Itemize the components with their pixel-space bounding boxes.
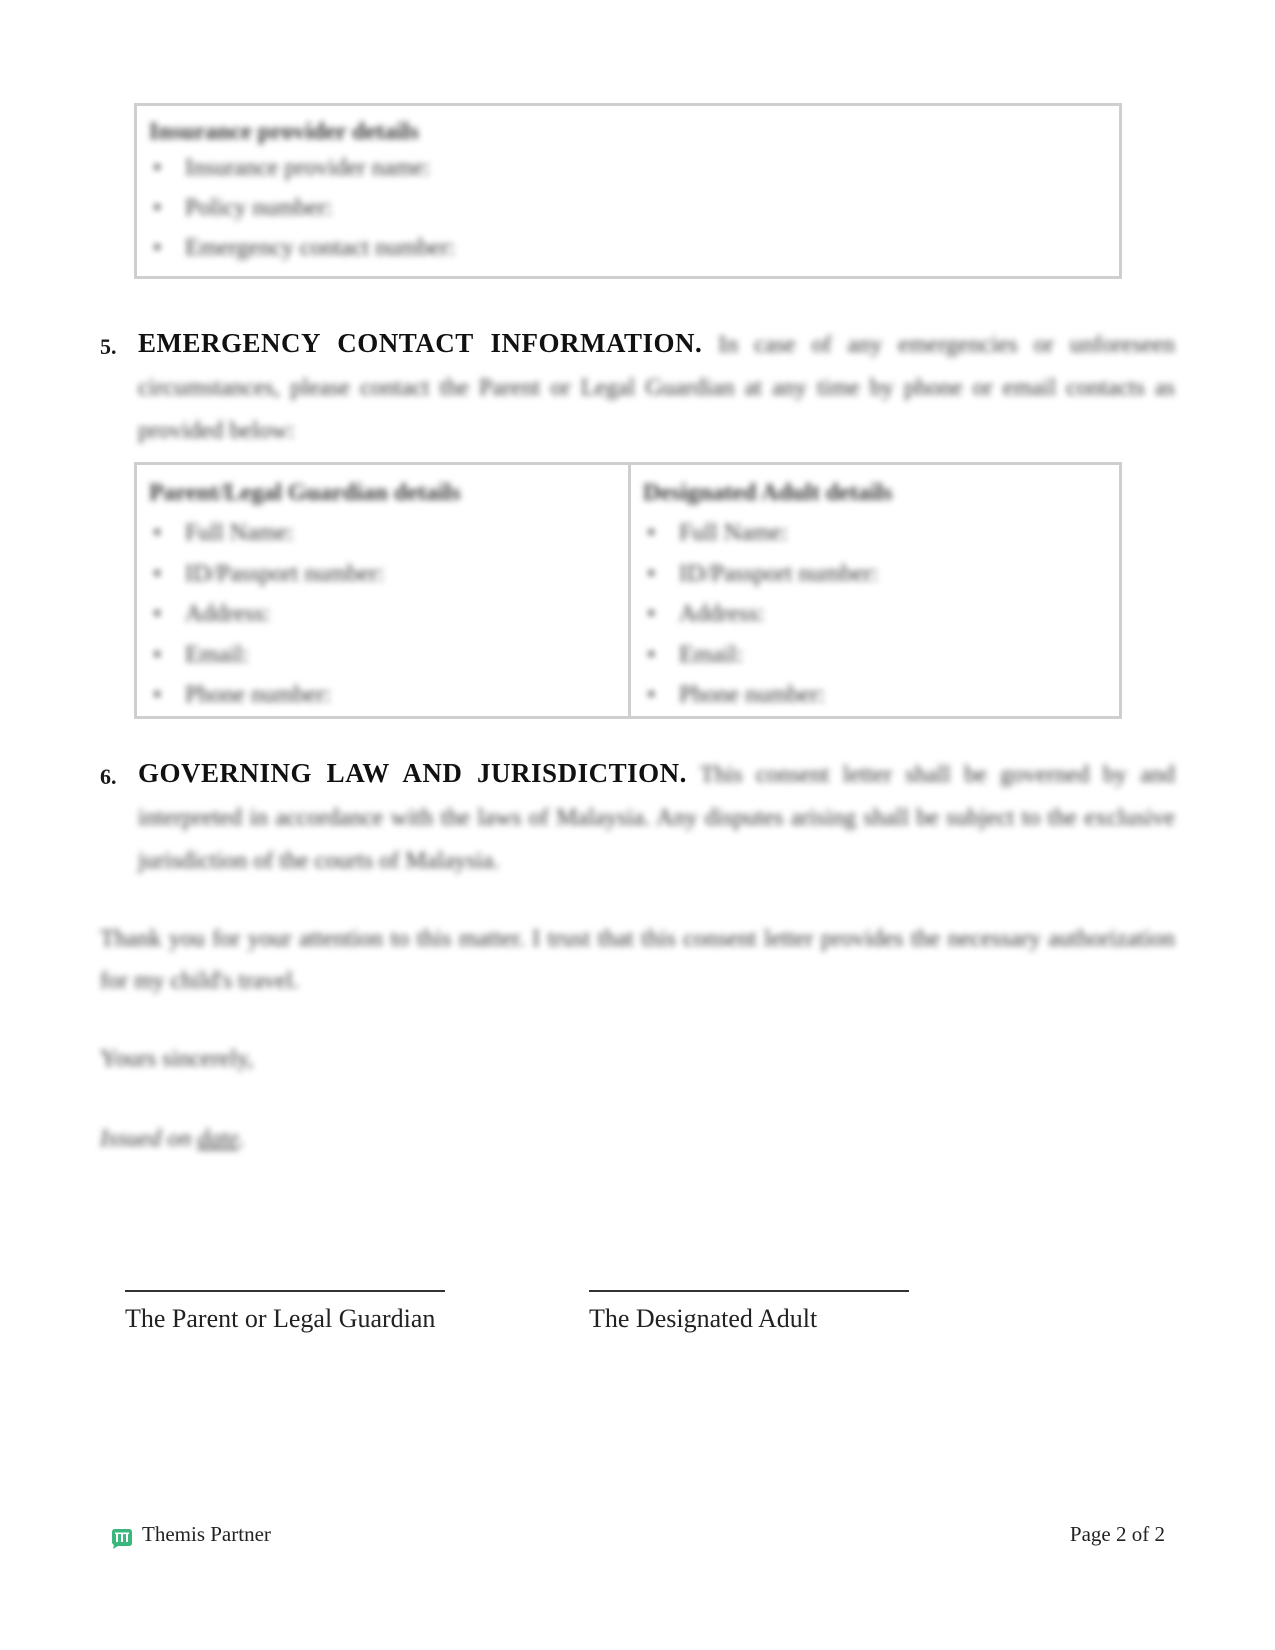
adult-signature-label: The Designated Adult	[589, 1304, 818, 1333]
designated-adult-items	[643, 513, 1107, 716]
designated-adult-title: Designated Adult details	[643, 480, 893, 506]
section-body: This consent letter shall be governed by and interpreted in accordance with the laws of Malaysia. Any disputes arising shall be subject to the exclusive jurisdiction of the courts of Malaysia.	[138, 762, 1176, 874]
issued-prefix: Issued on	[100, 1126, 198, 1152]
list-item: • Phone number:	[149, 675, 616, 716]
list-item: • Full Name:	[643, 513, 1107, 554]
list-item: • Address:	[643, 594, 1107, 635]
list-item: • Policy number:	[149, 188, 1107, 228]
list-item: • Emergency contact number:	[149, 228, 1107, 268]
section-heading: GOVERNING LAW AND JURISDICTION.	[138, 758, 687, 788]
list-item: • Address:	[149, 594, 616, 635]
yours-sincerely: Yours sincerely,	[100, 1046, 254, 1072]
section-governing-law	[100, 752, 1175, 883]
section-number: 5.	[100, 334, 117, 359]
list-item: • ID/Passport number:	[643, 554, 1107, 595]
issued-date: date	[197, 1126, 239, 1152]
adult-signature-line	[589, 1290, 909, 1292]
parent-guardian-title: Parent/Legal Guardian details	[149, 480, 461, 506]
section-heading: EMERGENCY CONTACT INFORMATION.	[138, 328, 703, 358]
parent-guardian-items	[149, 513, 616, 716]
issued-on-line	[100, 1118, 1175, 1160]
list-item: • Email:	[149, 635, 616, 676]
parent-guardian-column	[137, 465, 631, 716]
parent-signature-line	[125, 1290, 445, 1292]
list-item: • ID/Passport number:	[149, 554, 616, 595]
issued-suffix: .	[238, 1126, 245, 1152]
designated-adult-column	[631, 465, 1119, 716]
themis-logo-icon	[110, 1528, 134, 1550]
section-emergency-contact	[100, 322, 1175, 453]
list-item: • Phone number:	[643, 675, 1107, 716]
list-item: • Email:	[643, 635, 1107, 676]
page-number: Page 2 of 2	[1069, 1522, 1165, 1546]
insurance-provider-box	[134, 103, 1122, 279]
parent-signature-label: The Parent or Legal Guardian	[125, 1304, 436, 1333]
insurance-items-list	[149, 148, 1107, 268]
contacts-table	[134, 462, 1122, 719]
section-body: In case of any emergencies or unforeseen circumstances, please contact the Parent or Legal Guardian at any time by phone or email contacts as provided below:	[138, 332, 1176, 444]
section-number: 6.	[100, 764, 117, 789]
footer-brand: Themis Partner	[142, 1522, 271, 1546]
list-item: • Insurance provider name:	[149, 148, 1107, 188]
insurance-box-title: Insurance provider details	[149, 119, 419, 145]
thanks-paragraph: Thank you for your attention to this matter. I trust that this consent letter provides the necessary authorization for my child's travel.	[100, 926, 1175, 994]
list-item: • Full Name:	[149, 513, 616, 554]
